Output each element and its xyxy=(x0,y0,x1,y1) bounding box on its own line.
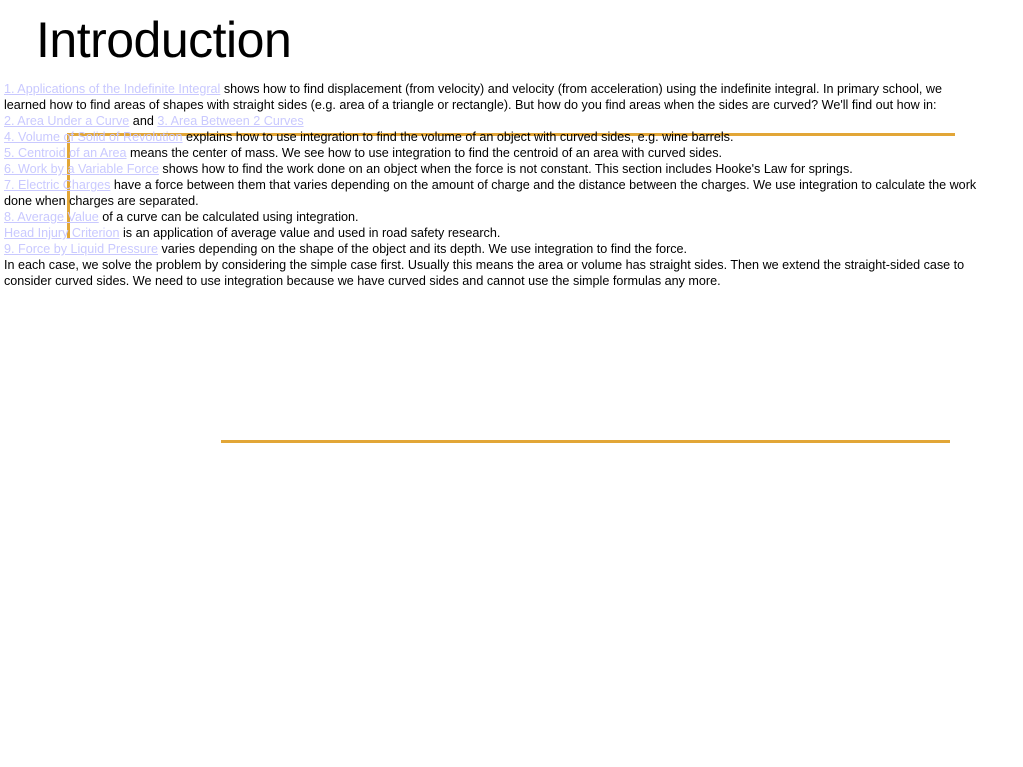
paragraph-text: shows how to find the work done on an object when the force is not constant. This section includes Hooke's Law for springs. xyxy=(158,162,853,176)
paragraph-text: varies depending on the shape of the object and its depth. We use integration to find the force. xyxy=(158,242,688,256)
paragraph-text: shows how to find displacement (from velocity) and velocity (from acceleration) using the indefinite integral. In primary school, we learned how to find areas of shapes with straight sides (e.g. area of a triangle or rectangle). But how do you find areas when the sides are curved? We'll find out how in: xyxy=(4,82,943,112)
link-average-value[interactable]: 8. Average Value xyxy=(4,210,99,224)
paragraph-summary xyxy=(4,257,979,289)
link-force-liquid-pressure[interactable]: 9. Force by Liquid Pressure xyxy=(4,242,158,256)
link-applications-indefinite-integral[interactable]: 1. Applications of the Indefinite Integral xyxy=(4,82,221,96)
paragraph-text: explains how to use integration to find the volume of an object with curved sides, e.g. wine barrels. xyxy=(182,130,734,144)
link-work-variable-force[interactable]: 6. Work by a Variable Force xyxy=(4,162,159,176)
paragraph-text: is an application of average value and used in road safety research. xyxy=(119,226,501,240)
page-title: Introduction xyxy=(36,12,292,68)
paragraph-area xyxy=(4,113,979,129)
link-centroid-area[interactable]: 5. Centroid of an Area xyxy=(4,146,127,160)
paragraph-conjunction: and xyxy=(129,114,158,128)
paragraph-text: have a force between them that varies depending on the amount of charge and the distance between the charges. We use integration to calculate the work done when charges are separated. xyxy=(4,178,977,208)
paragraph-charges xyxy=(4,177,979,209)
paragraph-text: In each case, we solve the problem by considering the simple case first. Usually this means the area or volume has straight sides. Then we extend the straight-sided case to consider curved sides. We need to use integration because we have curved sides and cannot use the simple formulas any more. xyxy=(4,258,965,288)
paragraph-work xyxy=(4,161,979,177)
link-head-injury-criterion[interactable]: Head Injury Criterion xyxy=(4,226,120,240)
link-electric-charges[interactable]: 7. Electric Charges xyxy=(4,178,111,192)
paragraph-text: means the center of mass. We see how to use integration to find the centroid of an area with curved sides. xyxy=(126,146,723,160)
paragraph-head-injury xyxy=(4,225,979,241)
link-area-between-curves[interactable]: 3. Area Between 2 Curves xyxy=(157,114,304,128)
link-volume-solid-revolution[interactable]: 4. Volume of Solid of Revolution xyxy=(4,130,183,144)
intro-body xyxy=(4,81,979,289)
paragraph-liquid-pressure xyxy=(4,241,979,257)
paragraph-average xyxy=(4,209,979,225)
paragraph-text: of a curve can be calculated using integration. xyxy=(98,210,359,224)
paragraph-volume xyxy=(4,129,979,145)
accent-bottom-line xyxy=(221,440,950,443)
paragraph-centroid xyxy=(4,145,979,161)
link-area-under-curve[interactable]: 2. Area Under a Curve xyxy=(4,114,130,128)
paragraph-applications xyxy=(4,81,979,113)
